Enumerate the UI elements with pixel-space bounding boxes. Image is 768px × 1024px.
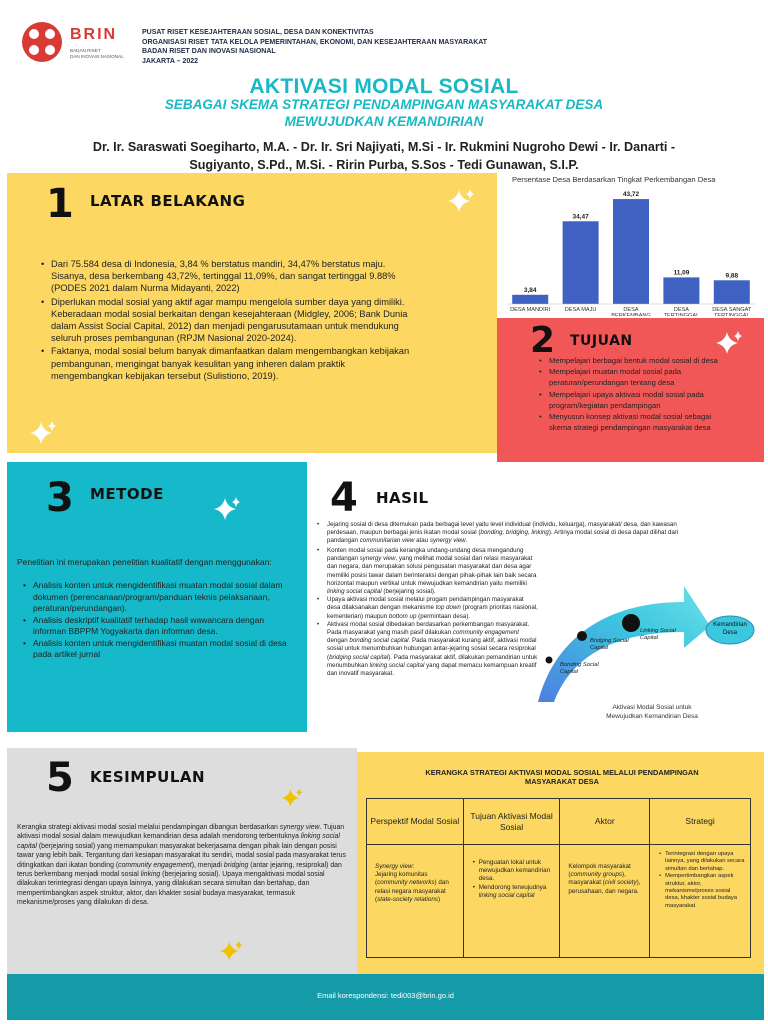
metode-intro: Penelitian ini merupakan penelitian kualitatif dengan menggunakan:	[17, 557, 272, 567]
list-item: • Analisis konten untuk mengidentifikasi muatan modal sosial di desa pada artikel jurnal	[22, 638, 297, 661]
table-cell	[650, 845, 751, 958]
list-item: • Konten modal sosial pada kerangka undang-undang desa mengandung pandangan synergy view, yang melihat modal sosial dari relasi masyarakat dan negara, dan merupakan solusi pengusatan masyarakat dan desa agar memiliki posisi tawar dalam berinteraksi dengan pihak-pihak lain baik secara horizontal maupun vertikal untuk mewujudkan kemandirian yaitu memiliki linking social capital (berjejaring sosial).	[316, 547, 538, 596]
table-row	[367, 845, 751, 958]
list-item: • Mempelajari muatan modal sosial pada peraturan/perundangan tentang desa	[538, 366, 723, 388]
latar-list	[40, 258, 410, 383]
chart-title: Persentase Desa Berdasarkan Tingkat Perkembangan Desa	[512, 175, 716, 184]
tick-label: DESA BERKEMBANG	[611, 307, 651, 316]
table-cell: Synergy view: Jejaring komunitas (community networks) dan relasi negara masyarakat (state-society relations)	[367, 845, 464, 958]
section-number: 1	[46, 181, 74, 227]
chart-bar	[512, 295, 548, 304]
tick-label: DESA SANGAT TERTINGGAL	[712, 307, 752, 316]
stage-dot	[622, 614, 640, 632]
list-item: • Analisis deskriptif kualitatif terhadap hasil wawancara dengan informan BBPPM Yogyakarta dan informan desa.	[22, 615, 297, 638]
brin-logo	[20, 20, 140, 68]
chart-bar	[613, 199, 649, 304]
sparkle-icon	[714, 328, 744, 358]
hasil-list-top	[316, 521, 709, 546]
table-header: Perspektif Modal Sosial	[367, 799, 464, 845]
stage-dot	[546, 657, 553, 664]
section-number: 3	[46, 475, 74, 521]
list-item: • Mendorong terwujudnya linking social capital	[472, 884, 556, 900]
list-item: • Upaya aktivasi modal sosial melalui progam pendampingan masyarakat desa dilaksanakan dengan mekanisme top down (program prioritas nasional, kementerian) maupun bottom up (permintaan desa).	[316, 596, 538, 621]
institution-block	[142, 28, 542, 66]
sparkle-icon	[28, 418, 58, 448]
list-item: • Mempertimbangkan aspek struktur, aktor, mekanisme/proses sosial desa, khakter sosial budaya masyarakat.	[658, 873, 746, 910]
table-header: Tujuan Aktivasi Modal Sosial	[463, 799, 560, 845]
sparkle-icon	[280, 786, 304, 810]
poster-subtitle: SEBAGAI SKEMA STRATEGI PENDAMPINGAN MASYARAKAT DESA MEWUJUDKAN KEMANDIRIAN	[164, 97, 604, 129]
kesimpulan-text: Kerangka strategi aktivasi modal sosial melalui pendampingan dibangun berdasarkan synergy view. Tujuan aktivasi modal sosial dalam mewujudkan kemandirian desa adalah mendorong terbentuknya linking social capital (berjejaring sosial) yang memampukan masyarakat bekerjasama dengan pihak lain dengan posisi tawar yang lebih baik. Tergantung dari kesiapan masyarakat itu sendiri, modal sosial pada masyarakat terus ditingkatkan dari ikatan bonding (community engagement), menjadi bridging (antar jejaring, resiprokal) dan terus berkembang menjadi modal sosial linking (berjejaring sosial). Upaya mengaktivasi modal sosial dilakukan terintegrasi dengan upaya lainnya, yang dilakukan secara simultan dan bertahap, dan mempertimbangkan aspek struktur, aktor, dan khakter sosial budaya masyarakat, termasuk mekanisme/proses yang dilakukan di desa.	[17, 824, 346, 907]
chart-bar	[563, 221, 599, 304]
data-label: 11,09	[673, 269, 690, 277]
list-item: • Dari 75.584 desa di Indonesia, 3,84 % berstatus mandiri, 34,47% berstatus maju. Sisanya, desa berkembang 43,72%, tertinggal 11,09%, dan sangat tertinggal 9.88% (PODES 2021 dalam Nurma Midayanti, 2022)	[40, 258, 410, 295]
chart-bar	[663, 277, 699, 304]
list-item: • Menyusun konsep aktivasi modal sosial sebagai skema strategi pendampingan masyarakat desa	[538, 411, 723, 433]
section-title-kesimpulan: KESIMPULAN	[90, 768, 206, 786]
logo-subtext: BADAN RISET DAN INOVASI NASIONAL	[70, 48, 124, 59]
section-number: 2	[530, 320, 556, 361]
list-item: • Faktanya, modal sosial belum banyak dimanfaatkan dalam mengembangkan kebijakan pembangunan, mengingat banyak kesulitan yang inheren dalam praktik mengembangkan kebijakan tersebut (Sulistiono, 2019).	[40, 345, 410, 382]
bar-chart	[505, 186, 757, 316]
institution-line: JAKARTA – 2022	[142, 57, 199, 65]
poster-title: AKTIVASI MODAL SOSIAL	[249, 75, 519, 98]
brin-logo-icon	[20, 20, 64, 64]
table-header-row	[367, 799, 751, 845]
section-title-tujuan: TUJUAN	[570, 333, 633, 349]
stage-label-bonding: Bonding Social Capital	[560, 662, 599, 675]
kerangka-table	[366, 798, 751, 958]
list-item: • Mempelajari berbagai bentuk modal sosial di desa	[538, 355, 723, 366]
table-cell	[463, 845, 560, 958]
section-number: 4	[330, 475, 358, 521]
goal-label: Kemandirian Desa	[713, 622, 747, 636]
institution-line: ORGANISASI RISET TATA KELOLA PEMERINTAHAN, EKONOMI, DAN KESEJAHTERAAN MASYARAKAT	[142, 38, 488, 46]
metode-list	[22, 580, 297, 661]
section-number: 5	[46, 755, 74, 801]
sparkle-icon	[446, 186, 476, 216]
list-item: • Diperlukan modal sosial yang aktif agar mampu mengelola sumber daya yang dimiliki. Keberadaan modal sosial berkaitan dengan kesejahteraan (Midgley, 2006; Bank Dunia dalam Assist Social Capital, 2012) dan menjadi pengarusutamaan untuk mendukung seluruh proses pembangunan (RPJM Nasional 2020-2024).	[40, 296, 410, 345]
institution-line: BADAN RISET DAN INOVASI NASIONAL	[142, 48, 276, 56]
institution-line: PUSAT RISET KESEJAHTERAAN SOSIAL, DESA DAN KONEKTIVITAS	[142, 29, 374, 36]
authors: Dr. Ir. Saraswati Soegiharto, M.A. - Dr. Ir. Sri Najiyati, M.Si - Ir. Rukmini Nugroho Dewi - Ir. Danarti - Sugiyanto, S.Pd., M.Si. - Ririn Purba, S.Sos - Tedi Gunawan, S.I.P.	[92, 140, 676, 172]
data-label: 3,84	[523, 286, 537, 294]
list-item: • Aktivasi modal sosial dibedakan berdasarkan perkembangan masyarakat. Pada masyarakat yang masih pasif dilakukan community engagement dengan bonding social capital. Pada masyarakat kurang aktif, aktivasi modal sosial untuk menumbuhkan hubungan antar-jejaring sosial secara resiprokal (bridging social capital). Pada masyarakat aktif, dilakukan pemandirian untuk menumbuhkan linking social capital yang dapat memacu kemampuan kreatif dan inovatif masyarakat.	[316, 621, 538, 678]
kemandirian-diagram	[534, 580, 760, 706]
data-label: 43,72	[622, 191, 640, 199]
list-item: • Penguatan lokal untuk mewujudkan kemandirian desa.	[472, 859, 556, 884]
section-title-hasil: HASIL	[376, 489, 429, 507]
stage-label-bridging: Bridging Social Capital	[590, 638, 629, 651]
kerangka-title: KERANGKA STRATEGI AKTIVASI MODAL SOSIAL MELALUI PENDAMPINGAN MASYARAKAT DESA	[425, 768, 699, 787]
stage-dot	[577, 631, 587, 641]
table-cell: Kelompok masyarakat (community groups), masyarakat (civil society), perusahaan, dan negara.	[560, 845, 650, 958]
table-header: Strategi	[650, 799, 751, 845]
tick-label: DESA MANDIRI	[510, 307, 551, 313]
list-item: • Mempelajari upaya aktivasi modal sosial pada program/kegiatan pendampingan	[538, 389, 723, 411]
footer	[7, 974, 764, 1020]
section-title-latar: LATAR BELAKANG	[90, 192, 246, 210]
diagram-caption: Aktivasi Modal Sosial untuk Mewujudkan Kemandirian Desa	[606, 704, 698, 720]
tick-label: DESA MAJU	[564, 307, 597, 313]
contact-email[interactable]: Email korespondensi: tedi003@brin.go.id	[317, 991, 454, 1000]
sparkle-icon	[218, 938, 244, 964]
list-item: • Analisis konten untuk mengidentifikasi muatan modal sosial dalam dokumen (perencanaan/program/panduan teknis pelaksanaan, peraturan/perundangan).	[22, 580, 297, 615]
list-item: • Terintegrasi dengan upaya lainnya, yang dilakukan secara simultan dan bertahap.	[658, 851, 746, 873]
stage-label-linking: Linking Social Capital	[640, 628, 676, 641]
sparkle-icon	[212, 494, 242, 524]
hasil-list-bottom	[316, 547, 538, 678]
data-label: 9,88	[725, 272, 739, 280]
section-title-metode: METODE	[90, 485, 164, 503]
data-label: 34,47	[572, 213, 589, 221]
table-header: Aktor	[560, 799, 650, 845]
logo-text: BRIN	[70, 26, 118, 43]
chart-bar	[714, 280, 750, 304]
tujuan-list	[538, 355, 723, 433]
list-item: • Jejaring sosial di desa ditemukan pada berbagai level yaitu level individual (individu, keluarga), masyarakat/ desa, dan kawasan perdesaan, maupun berbagai jenis ikatan modal sosial (bonding, bridging, linking). Artinya modal sosial di desa dapat dilihat dari pandangan communitarian view atau synergy view.	[316, 521, 709, 546]
tick-label: DESA TERTINGGAL	[663, 307, 700, 316]
